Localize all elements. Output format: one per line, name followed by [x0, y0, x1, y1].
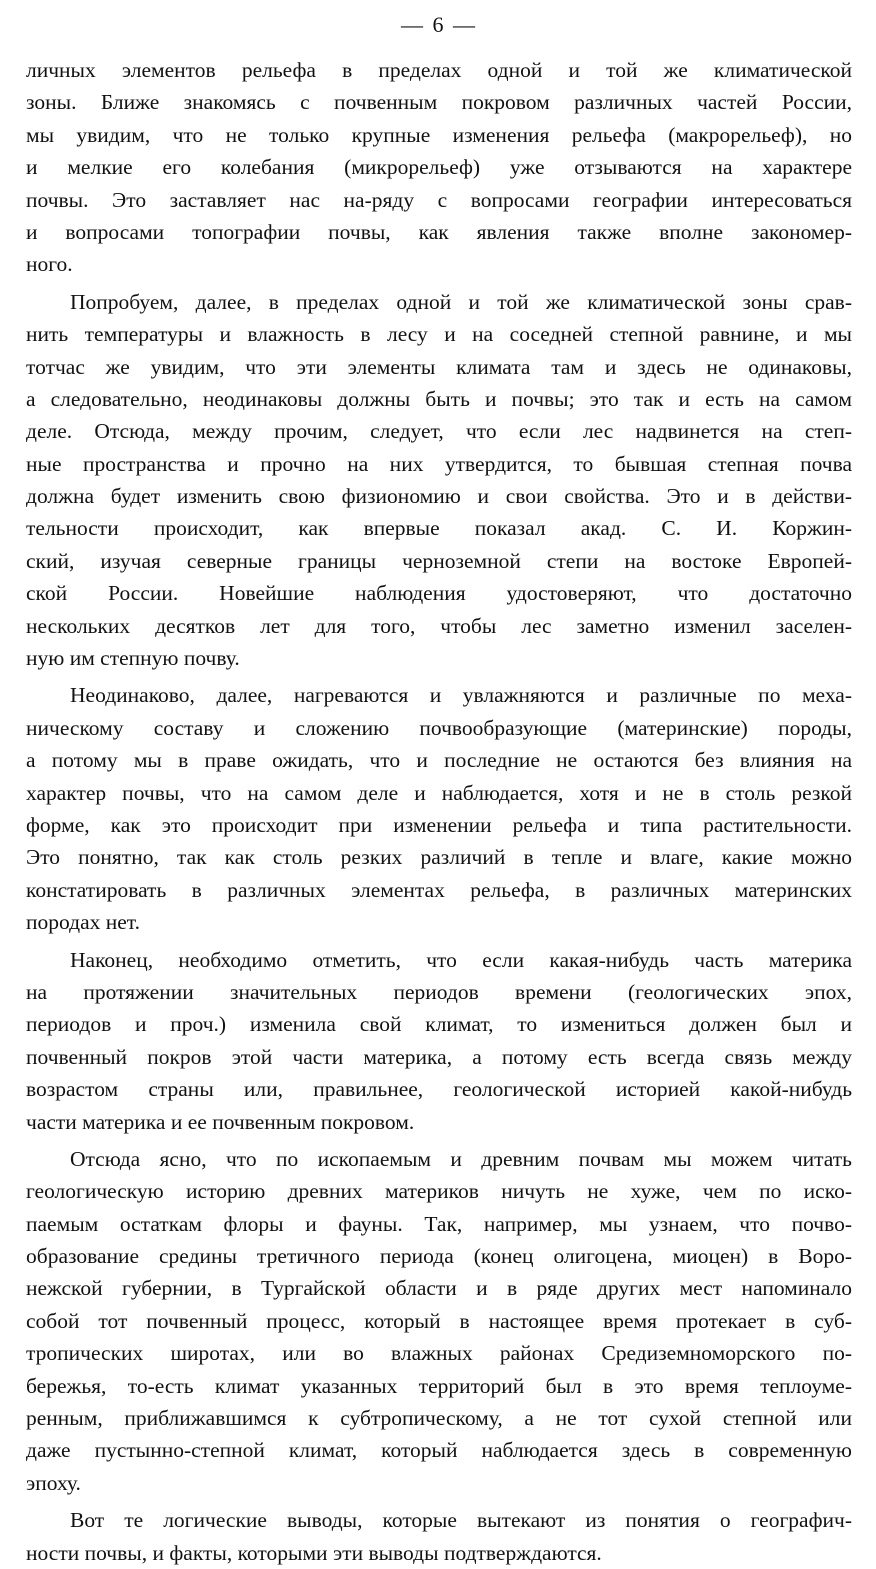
text-line: Отсюда ясно, что по ископаемым и древним почвам мы можем читать — [70, 1146, 852, 1171]
text-line: ский, изучая северные границы черноземной степи на востоке Европей- — [26, 548, 852, 573]
text-line: констатировать в различных элементах рельефа, в различных материнских — [26, 877, 852, 902]
paragraph-1 — [26, 54, 852, 281]
text-line: нескольких десятков лет для того, чтобы лес заметно изменил заселен- — [26, 613, 852, 638]
text-line: и мелкие его колебания (микрорельеф) уже отзываются на характере — [26, 155, 852, 180]
paragraph-6 — [26, 1504, 852, 1569]
text-line: ности почвы, и факты, которыми эти выводы подтверждаются. — [26, 1540, 602, 1565]
text-line: на протяжении значительных периодов времени (геологических эпох, — [26, 979, 852, 1004]
text-line: форме, как это происходит при изменении рельефа и типа растительности. — [26, 812, 852, 837]
text-line: тропических широтах, или во влажных районах Средиземноморского по- — [26, 1341, 852, 1366]
text-line: Попробуем, далее, в пределах одной и той же климатической зоны срав- — [70, 289, 852, 314]
text-line: должна будет изменить свою физиономию и свои свойства. Это и в действи- — [26, 484, 852, 509]
text-line: Это понятно, так как столь резких различий в тепле и влаге, какие можно — [26, 845, 852, 870]
text-line: периодов и проч.) изменила свой климат, то измениться должен был и — [26, 1012, 852, 1037]
text-line: ской России. Новейшие наблюдения удостоверяют, что достаточно — [26, 581, 852, 606]
text-line: характер почвы, что на самом деле и наблюдается, хотя и не в столь резкой — [26, 780, 852, 805]
text-line: нить температуры и влажность в лесу и на соседней степной равнине, и мы — [26, 322, 852, 347]
text-line: почвенный покров этой части материка, а потому есть всегда связь между — [26, 1044, 852, 1069]
text-line: ренным, приближавшимся к субтропическому, а не тот сухой степной или — [26, 1406, 852, 1431]
text-line: Неодинаково, далее, нагреваются и увлажняются и различные по меха- — [70, 683, 852, 708]
paragraph-5 — [26, 1143, 852, 1499]
text-line: бережья, то-есть климат указанных территорий был в это время теплоуме- — [26, 1373, 852, 1398]
text-line: ную им степную почву. — [26, 646, 240, 671]
text-line: ного. — [26, 252, 73, 277]
paragraph-4 — [26, 944, 852, 1138]
text-line: эпоху. — [26, 1470, 81, 1495]
text-line: деле. Отсюда, между прочим, следует, что если лес надвинется на степ- — [26, 419, 852, 444]
text-line: породах нет. — [26, 910, 140, 935]
text-line: мы увидим, что не только крупные изменения рельефа (макрорельеф), но — [26, 122, 852, 147]
text-line: а потому мы в праве ожидать, что и последние не остаются без влияния на — [26, 748, 852, 773]
page-number: — 6 — — [401, 12, 477, 37]
paragraph-3 — [26, 679, 852, 938]
text-line: зоны. Ближе знакомясь с почвенным покровом различных частей России, — [26, 90, 852, 115]
text-line: ническому составу и сложению почвообразующие (материнские) породы, — [26, 715, 852, 740]
text-line: возрастом страны или, правильнее, геологической историей какой-нибудь — [26, 1077, 852, 1102]
text-line: а следовательно, неодинаковы должны быть и почвы; это так и есть на самом — [26, 386, 852, 411]
paragraph-2 — [26, 286, 852, 675]
text-line: даже пустынно-степной климат, который наблюдается здесь в современную — [26, 1438, 852, 1463]
text-line: и вопросами топографии почвы, как явления также вполне закономер- — [26, 219, 852, 244]
text-line: Наконец, необходимо отметить, что если какая-нибудь часть материка — [70, 947, 852, 972]
text-line: тельности происходит, как впервые показал акад. С. И. Коржин- — [26, 516, 852, 541]
text-line: личных элементов рельефа в пределах одной и той же климатической — [26, 58, 852, 82]
text-line: образование средины третичного периода (конец олигоцена, миоцен) в Воро- — [26, 1244, 852, 1269]
text-line: Вот те логические выводы, которые вытекают из понятия о географич- — [70, 1508, 852, 1533]
text-line: паемым остаткам флоры и фауны. Так, например, мы узнаем, что почво- — [26, 1211, 852, 1236]
text-line: геологическую историю древних материков ничуть не хуже, чем по иско- — [26, 1179, 852, 1204]
text-line: собой тот почвенный процесс, который в настоящее время протекает в суб- — [26, 1308, 852, 1333]
text-line: почвы. Это заставляет нас на-ряду с вопросами географии интересоваться — [26, 187, 852, 212]
text-line: тотчас же увидим, что эти элементы климата там и здесь не одинаковы, — [26, 354, 852, 379]
text-line: части материка и ее почвенным покровом. — [26, 1109, 415, 1134]
text-line: нежской губернии, в Тургайской области и в ряде других мест напоминало — [26, 1276, 852, 1301]
text-line: ные пространства и прочно на них утвердится, то бывшая степная почва — [26, 451, 852, 476]
